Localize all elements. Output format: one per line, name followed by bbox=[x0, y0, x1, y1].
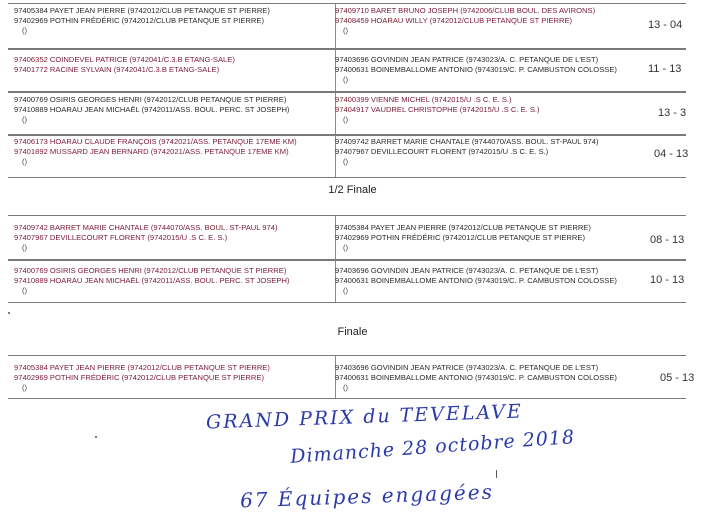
player: 97401892 MUSSARD JEAN BERNARD (9742021/ASS. PETANQUE 17EME KM) bbox=[14, 147, 289, 156]
player: 97402969 POTHIN FRÉDÉRIC (9742012/CLUB PETANQUE ST PIERRE) bbox=[14, 16, 264, 25]
player: 97407967 DEVILLECOURT FLORENT (9742015/U .S C. E. S.) bbox=[14, 233, 228, 242]
player: 97405384 PAYET JEAN PIERRE (9742012/CLUB PETANQUE ST PIERRE) bbox=[14, 363, 270, 372]
team-right bbox=[335, 223, 591, 253]
team-left bbox=[14, 95, 289, 125]
match-row bbox=[8, 259, 686, 303]
team-note: () bbox=[343, 286, 349, 295]
team-note: () bbox=[343, 157, 349, 166]
team-right bbox=[335, 6, 595, 36]
match-score: 11 - 13 bbox=[648, 63, 682, 75]
player: 97402969 POTHIN FRÉDÉRIC (9742012/CLUB PETANQUE ST PIERRE) bbox=[335, 233, 585, 242]
match-score: 13 - 04 bbox=[648, 19, 683, 31]
match-score: 13 - 3 bbox=[658, 107, 687, 119]
scan-speck bbox=[8, 312, 10, 314]
match-row bbox=[8, 134, 689, 178]
team-left bbox=[14, 266, 289, 296]
team-note: () bbox=[22, 383, 28, 392]
handwritten-teams: 67 Équipes engagées bbox=[239, 479, 495, 513]
match-score: 08 - 13 bbox=[650, 234, 685, 246]
match-row bbox=[8, 355, 695, 399]
match-row bbox=[8, 48, 686, 92]
team-right bbox=[335, 95, 540, 125]
player: 97405384 PAYET JEAN PIERRE (9742012/CLUB PETANQUE ST PIERRE) bbox=[335, 223, 591, 232]
player: 97405384 PAYET JEAN PIERRE (9742012/CLUB PETANQUE ST PIERRE) bbox=[14, 6, 270, 15]
team-note: () bbox=[22, 26, 28, 35]
team-note: () bbox=[343, 243, 349, 252]
team-right bbox=[335, 266, 617, 296]
match-row bbox=[8, 3, 686, 50]
team-note: () bbox=[22, 157, 28, 166]
player: 97401772 RACINE SYLVAIN (9742041/C.3.B ETANG-SALE) bbox=[14, 65, 220, 74]
team-left bbox=[14, 223, 278, 253]
player: 97407967 DEVILLECOURT FLORENT (9742015/U .S C. E. S.) bbox=[335, 147, 549, 156]
player: 97410889 HOARAU JEAN MICHAËL (9742011/ASS. BOUL. PERC. ST JOSEPH) bbox=[14, 105, 290, 114]
team-note: () bbox=[343, 383, 349, 392]
player: 97404917 VAUDREL CHRISTOPHE (9742015/U .S C. E. S.) bbox=[335, 105, 540, 114]
match-row bbox=[8, 215, 686, 261]
player: 97403696 GOVINDIN JEAN PATRICE (9743023/A. C. PETANQUE DE L'EST) bbox=[335, 363, 599, 372]
team-note: () bbox=[22, 115, 28, 124]
semi-final-title: 1/2 Finale bbox=[328, 184, 377, 196]
team-note: () bbox=[22, 286, 28, 295]
player: 97402969 POTHIN FRÉDÉRIC (9742012/CLUB PETANQUE ST PIERRE) bbox=[14, 373, 264, 382]
team-left bbox=[14, 137, 297, 167]
player: 97403696 GOVINDIN JEAN PATRICE (9743023/A. C. PETANQUE DE L'EST) bbox=[335, 55, 599, 64]
team-right bbox=[335, 137, 599, 167]
player: 97400631 BOINEMBALLOME ANTONIO (9743019/C. P. CAMBUSTON COLOSSE) bbox=[335, 65, 617, 74]
player: 97409742 BARRET MARIE CHANTALE (9744070/ASS. BOUL. ST-PAUL 974) bbox=[14, 223, 278, 232]
player: 97410889 HOARAU JEAN MICHAËL (9742011/ASS. BOUL. PERC. ST JOSEPH) bbox=[14, 276, 290, 285]
match-score: 05 - 13 bbox=[660, 372, 695, 384]
match-score: 10 - 13 bbox=[650, 274, 685, 286]
player: 97409710 BARET BRUNO JOSEPH (9742006/CLUB BOUL. DES AVIRONS) bbox=[335, 6, 596, 15]
scan-speck bbox=[496, 470, 497, 478]
player: 97400631 BOINEMBALLOME ANTONIO (9743019/C. P. CAMBUSTON COLOSSE) bbox=[335, 276, 617, 285]
player: 97408459 HOARAU WILLY (9742012/CLUB PETANQUE ST PIERRE) bbox=[335, 16, 573, 25]
team-note: () bbox=[343, 115, 349, 124]
team-left bbox=[14, 55, 235, 75]
final-title: Finale bbox=[337, 326, 368, 338]
team-note: () bbox=[343, 75, 349, 84]
match-score: 04 - 13 bbox=[654, 148, 689, 160]
match-row bbox=[8, 92, 686, 136]
handwritten-date: Dimanche 28 octobre 2018 bbox=[289, 426, 576, 468]
scan-speck bbox=[95, 436, 97, 438]
player: 97406352 COINDEVEL PATRICE (9742041/C.3.B ETANG-SALE) bbox=[14, 55, 235, 64]
team-left bbox=[14, 6, 270, 36]
player: 97409742 BARRET MARIE CHANTALE (9744070/ASS. BOUL. ST-PAUL 974) bbox=[335, 137, 599, 146]
player: 97403696 GOVINDIN JEAN PATRICE (9743023/A. C. PETANQUE DE L'EST) bbox=[335, 266, 599, 275]
handwritten-title: GRAND PRIX du TEVELAVE bbox=[205, 400, 524, 434]
team-note: () bbox=[22, 243, 28, 252]
player: 97400769 OSIRIS GEORGES HENRI (9742012/CLUB PETANQUE ST PIERRE) bbox=[14, 266, 287, 275]
player: 97406173 HOARAU CLAUDE FRANÇOIS (9742021/ASS. PETANQUE 17EME KM) bbox=[14, 137, 297, 146]
player: 97400399 VIENNE MICHEL (9742015/U .S C. E. S.) bbox=[335, 95, 512, 104]
team-left bbox=[14, 363, 270, 393]
team-right bbox=[335, 55, 617, 85]
player: 97400769 OSIRIS GEORGES HENRI (9742012/CLUB PETANQUE ST PIERRE) bbox=[14, 95, 287, 104]
team-right bbox=[335, 363, 617, 393]
player: 97400631 BOINEMBALLOME ANTONIO (9743019/C. P. CAMBUSTON COLOSSE) bbox=[335, 373, 617, 382]
team-note: () bbox=[343, 26, 349, 35]
